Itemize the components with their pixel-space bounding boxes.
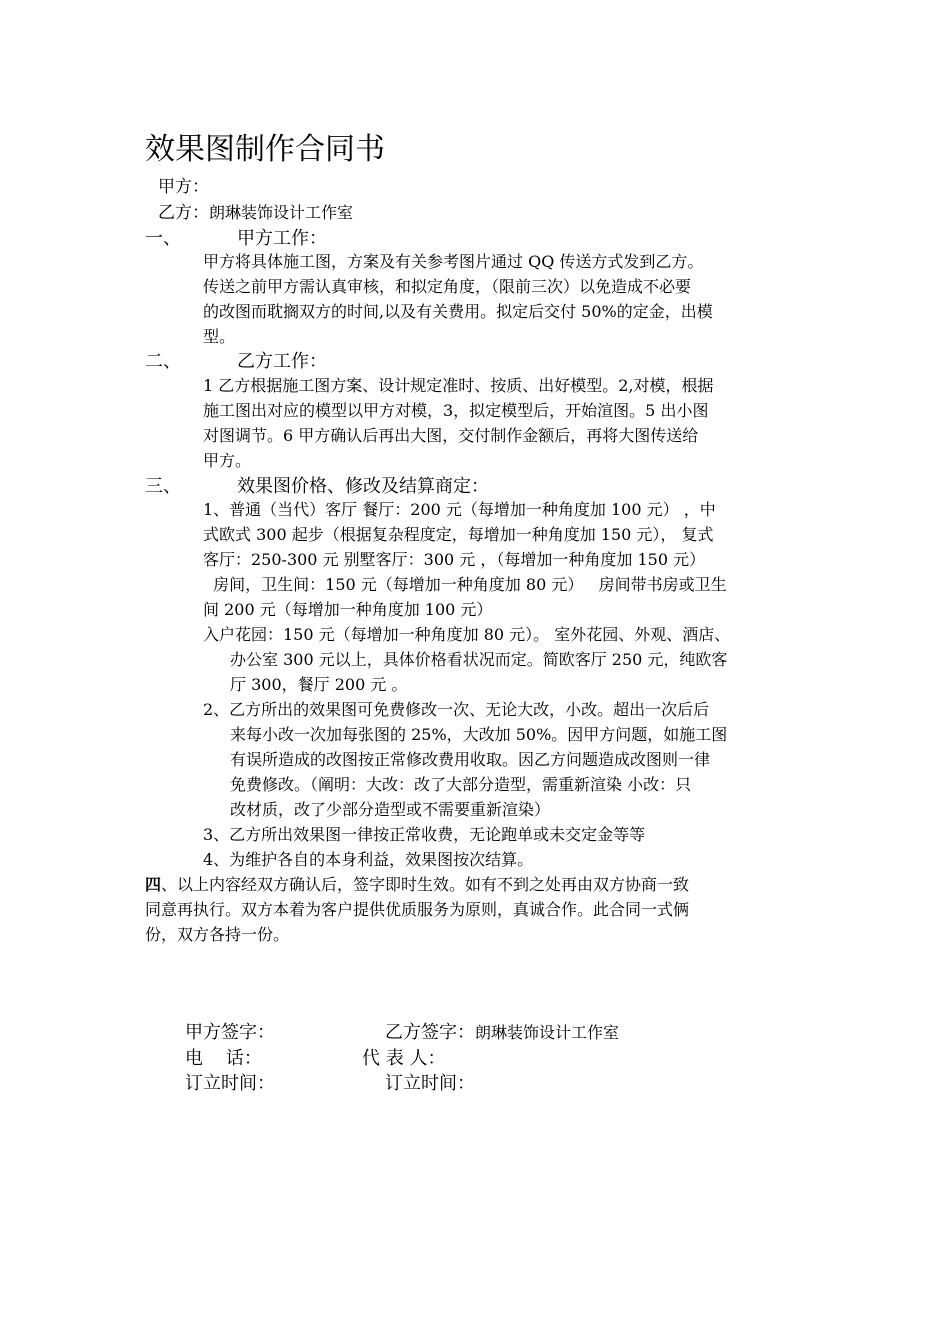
section-4-number: 四 <box>145 875 162 894</box>
text-line: 四、以上内容经双方确认后，签字即时生效。如有不到之处再由双方协商一致 <box>145 875 690 894</box>
section-2-heading <box>145 349 327 374</box>
text-line: 1、普通（当代）客厅 餐厅：200 元（每增加一种角度加 100 元） ，中 <box>203 500 716 519</box>
text-line: 同意再执行。双方本着为客户提供优质服务为原则，真诚合作。此合同一式俩 <box>145 900 690 919</box>
text-line: 传送之前甲方需认真审核，和拟定角度，（限前三次）以免造成不必要 <box>203 277 692 296</box>
party-a-label: 甲方： <box>158 177 209 197</box>
text-line: 甲方。 <box>203 451 252 470</box>
text-line: 入户花园：150 元（每增加一种角度加 80 元）。 室外花园、外观、酒店、 <box>203 625 731 644</box>
text-line: 客厅：250-300 元 别墅客厅：300 元 ，（每增加一种角度加 150 元） <box>203 550 706 569</box>
party-b-value: 朗琳装饰设计工作室 <box>209 203 354 222</box>
text-line: 对图调节。6 甲方确认后再出大图，交付制作金额后，再将大图传送给 <box>203 426 699 445</box>
text-line: 3、乙方所出效果图一律按正常收费，无论跑单或未交定金等等 <box>203 825 646 844</box>
section-3-heading <box>145 474 489 499</box>
text-line: 间 200 元（每增加一种角度加 100 元） <box>203 600 493 619</box>
section-3-item-2-body <box>230 722 727 822</box>
party-a-date-label: 订立时间： <box>185 1073 275 1094</box>
text-line: 施工图出对应的模型以甲方对模，3，拟定模型后，开始渲图。5 出小图 <box>203 401 709 420</box>
section-3-item-2-first <box>203 697 709 722</box>
section-3-title: 效果图价格、修改及结算商定： <box>237 476 489 497</box>
text-line: 房间，卫生间：150 元（每增加一种角度加 80 元） 房间带书房或卫生 <box>203 575 727 594</box>
section-3-pricing <box>203 497 730 647</box>
text-line: 办公室 300 元以上，具体价格看状况而定。简欧客厅 250 元，纯欧客 <box>230 650 728 669</box>
section-2-number: 二、 <box>145 351 181 372</box>
section-3-number: 三、 <box>145 476 181 497</box>
section-3-pricing-cont <box>230 647 727 697</box>
text-line: 1 乙方根据施工图方案、设计规定准时、按质、出好模型。2,对模，根据 <box>203 376 714 395</box>
section-1-number: 一、 <box>145 228 181 249</box>
text-line: 改材质，改了少部分造型或不需要重新渲染） <box>230 800 551 819</box>
party-b-label: 乙方： <box>158 203 209 223</box>
text-line: 式欧式 300 起步（根据复杂程度定，每增加一种角度加 150 元）， 复式 <box>203 525 714 544</box>
phone-label: 电 话： <box>185 1048 262 1069</box>
section-4-body <box>145 872 689 947</box>
party-b-signature-label: 乙方签字： <box>385 1022 475 1043</box>
page-title: 效果图制作合同书 <box>145 132 385 167</box>
party-b-signature-value: 朗琳装饰设计工作室 <box>475 1023 620 1042</box>
section-1-heading <box>145 226 327 251</box>
party-b-date-label: 订立时间： <box>385 1073 475 1094</box>
party-b-signature <box>385 1020 619 1046</box>
text-line: 2、乙方所出的效果图可免费修改一次、无论大改，小改。超出一次后后 <box>203 700 710 719</box>
text-line: 4、为维护各自的本身利益，效果图按次结算。 <box>203 850 534 869</box>
text-line: 来每小改一次加每张图的 25%，大改加 50%。因甲方问题，如施工图 <box>230 725 728 744</box>
section-1-body <box>203 249 713 349</box>
section-2-body <box>203 373 714 473</box>
text-line: 厅 300，餐厅 200 元 。 <box>230 675 408 694</box>
text-line: 型。 <box>203 327 236 346</box>
section-1-title: 甲方工作： <box>237 228 327 249</box>
party-a-line <box>158 176 209 198</box>
text-line: 免费修改。（阐明：大改：改了大部分造型，需重新渲染 小改：只 <box>230 775 692 794</box>
text-line: 有误所造成的改图按正常修改费用收取。因乙方问题造成改图则一律 <box>230 750 711 769</box>
text-line: 甲方将具体施工图，方案及有关参考图片通过 QQ 传送方式发到乙方。 <box>203 252 704 271</box>
party-a-signature-label: 甲方签字： <box>185 1022 275 1043</box>
section-2-title: 乙方工作： <box>237 351 327 372</box>
section-3-items-3-4 <box>203 822 645 872</box>
party-b-line <box>158 202 353 224</box>
text-line: 的改图而耽搁双方的时间,以及有关费用。拟定后交付 50%的定金，出模 <box>203 302 713 321</box>
representative-label: 代 表 人： <box>362 1048 446 1069</box>
text-line: 份，双方各持一份。 <box>145 925 290 944</box>
